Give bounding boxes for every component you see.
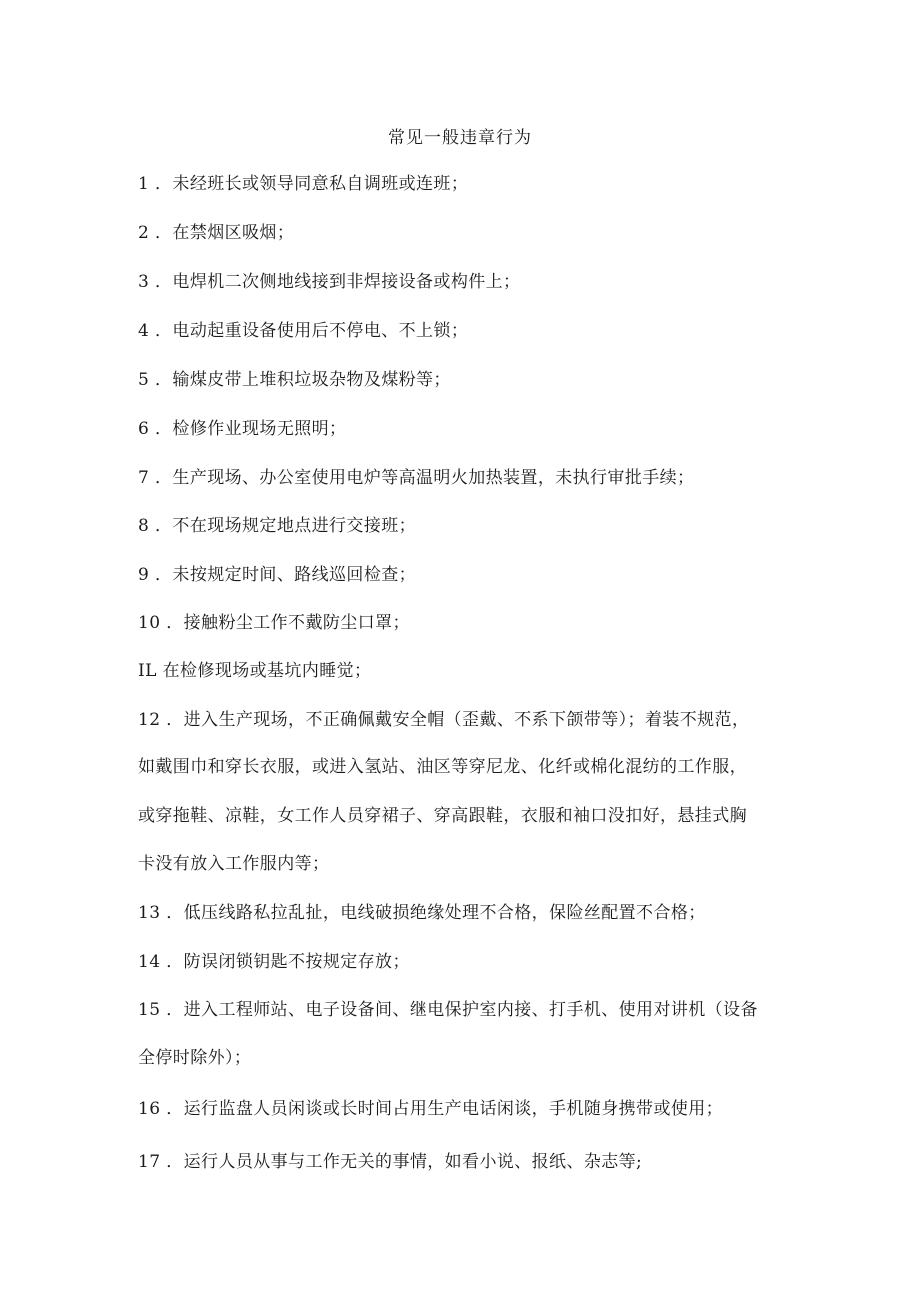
item-text: ．输煤皮带上堆积垃圾杂物及煤粉等； xyxy=(155,370,451,390)
item-number: 5 xyxy=(138,370,150,390)
item-text: ．生产现场、办公室使用电炉等高温明火加热装置，未执行审批手续； xyxy=(155,468,695,488)
document-title: 常见一般违章行为 xyxy=(388,128,532,148)
item-number: 12 xyxy=(138,710,161,730)
list-item xyxy=(138,514,416,538)
item-text: 全停时除外）； xyxy=(138,1048,252,1068)
item-number: 10 xyxy=(138,613,161,633)
item-number: 8 xyxy=(138,516,150,536)
item-text: ．运行人员从事与工作无关的事情，如看小说、报纸、杂志等; xyxy=(166,1152,643,1172)
list-item xyxy=(138,270,520,294)
item-number: 13 xyxy=(138,903,161,923)
item-number: 14 xyxy=(138,952,161,972)
list-item xyxy=(138,611,410,635)
item-number: 9 xyxy=(138,565,150,585)
item-number: 7 xyxy=(138,468,150,488)
item-text: 在检修现场或基坑内睡觉； xyxy=(162,661,372,681)
item-number: 1 xyxy=(138,174,150,194)
item-number: 16 xyxy=(138,1099,161,1119)
item-number: 3 xyxy=(138,272,150,292)
list-item xyxy=(138,172,468,196)
item-text: ．电焊机二次侧地线接到非焊接设备或构件上； xyxy=(155,272,521,292)
list-item xyxy=(138,319,468,343)
item-number: 4 xyxy=(138,321,150,341)
list-item xyxy=(138,708,749,732)
item-text: 卡没有放入工作服内等； xyxy=(138,854,330,874)
list-item xyxy=(138,659,371,683)
list-item-continuation xyxy=(138,804,747,828)
list-item-continuation xyxy=(138,1046,251,1070)
item-text: ．进入生产现场，不正确佩戴安全帽（歪戴、不系下颌带等）；着装不规范， xyxy=(166,710,750,730)
list-item-continuation xyxy=(138,852,329,876)
list-item xyxy=(138,1097,723,1121)
list-item xyxy=(138,368,451,392)
list-item xyxy=(138,221,294,245)
item-number: 6 xyxy=(138,419,150,439)
list-item-continuation xyxy=(138,755,747,779)
item-text: ．电动起重设备使用后不停电、不上锁； xyxy=(155,321,469,341)
item-number: IL xyxy=(138,661,157,681)
list-item xyxy=(138,466,694,490)
item-text: ．未经班长或领导同意私自调班或连班； xyxy=(155,174,469,194)
item-text: ．低压线路私拉乱扯，电线破损绝缘处理不合格，保险丝配置不合格； xyxy=(166,903,706,923)
item-text: ．检修作业现场无照明； xyxy=(155,419,347,439)
list-item xyxy=(138,417,346,441)
list-item xyxy=(138,998,758,1022)
list-item xyxy=(138,1150,642,1174)
item-text: ．进入工程师站、电子设备间、继电保护室内接、打手机、使用对讲机（设备 xyxy=(166,1000,758,1020)
list-item xyxy=(138,901,706,925)
item-text: ．接触粉尘工作不戴防尘口罩； xyxy=(166,613,410,633)
list-item xyxy=(138,950,410,974)
item-number: 2 xyxy=(138,223,150,243)
item-text: ．未按规定时间、路线巡回检查； xyxy=(155,565,417,585)
list-item xyxy=(138,563,416,587)
item-number: 15 xyxy=(138,1000,161,1020)
item-number: 17 xyxy=(138,1152,161,1172)
item-text: 如戴围巾和穿长衣服，或进入氢站、油区等穿尼龙、化纤或棉化混纺的工作服， xyxy=(138,757,747,777)
item-text: ．运行监盘人员闲谈或长时间占用生产电话闲谈，手机随身携带或使用； xyxy=(166,1099,724,1119)
item-text: ．防误闭锁钥匙不按规定存放； xyxy=(166,952,410,972)
item-text: 或穿拖鞋、凉鞋，女工作人员穿裙子、穿高跟鞋，衣服和袖口没扣好，悬挂式胸 xyxy=(138,806,747,826)
item-text: ．不在现场规定地点进行交接班； xyxy=(155,516,417,536)
item-text: ．在禁烟区吸烟； xyxy=(155,223,295,243)
